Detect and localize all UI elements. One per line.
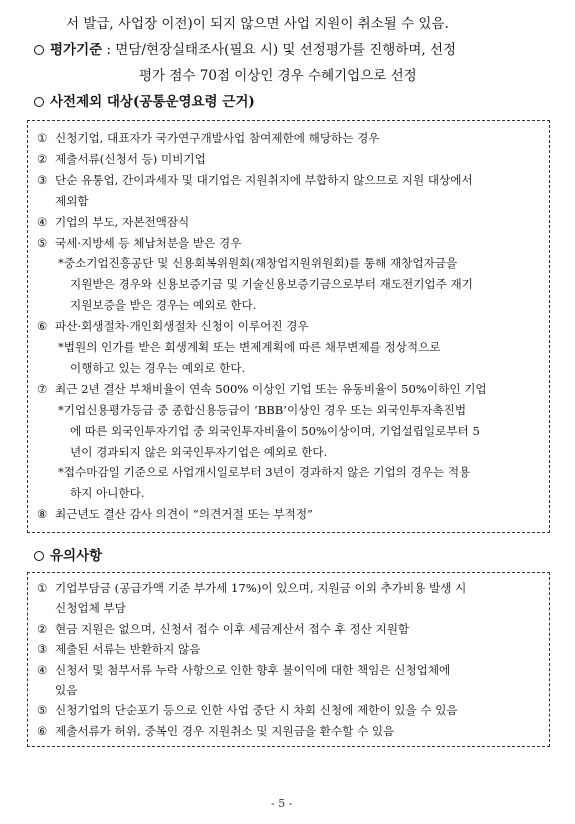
notes-item-text: 신청서 및 첨부서류 누락 사항으로 인한 향후 불이익에 대한 책임은 신청업체에 (55, 662, 451, 677)
exclusion-item-text: 최근년도 결산 감사 의견이 “의견거절 또는 부적정” (55, 507, 313, 522)
exclusion-item-text: 파산·회생절차·개인회생절차 신청이 이루어진 경우 (55, 319, 309, 334)
notes-item-line (37, 619, 409, 639)
exclusion-item-text: 지원받은 경우와 신용보증기금 및 기술신용보증기금으로부터 재도전기업주 재기 (70, 277, 473, 292)
notes-item-line (37, 700, 458, 720)
exclusion-item-line (70, 442, 327, 462)
continuation-line: 서 발급, 사업장 이전)이 되지 않으면 사업 지원이 취소될 수 있음. (66, 16, 449, 32)
notes-item-text: 있음 (55, 683, 78, 697)
exclusion-item-line (70, 274, 473, 294)
exclusion-item-marker: ② (37, 151, 48, 166)
exclusion-item-text: 제외함 (55, 193, 89, 208)
exclusion-item-text: 제출서류(신청서 등) 미비기업 (55, 151, 206, 166)
exclusion-item-marker: ④ (37, 214, 48, 229)
exclusion-item-line (37, 233, 241, 253)
exclusion-item-line (55, 191, 89, 211)
notes-item-line (37, 660, 450, 680)
exclusion-item-line (37, 149, 206, 169)
exclusion-item-text: 년이 경과되지 않은 외국인투자기업은 예외로 한다. (70, 444, 328, 459)
notes-item-line (55, 598, 126, 618)
exclusion-item-line (70, 421, 480, 441)
exclusion-item-text: 하지 아니한다. (70, 486, 145, 501)
notes-item-marker: ⑤ (37, 703, 48, 718)
exclusion-item-line (37, 504, 313, 524)
notes-item-line (37, 721, 394, 741)
notes-item-text: 신청기업의 단순포기 등으로 인한 사업 중단 시 차회 신청에 제한이 있을 수 있음 (55, 703, 458, 718)
exclusion-item-text: 지원보증을 받은 경우는 예외로 한다. (70, 298, 257, 313)
notes-item-text: 기업부담금 (공급가액 기준 부가세 17%)이 있으며, 지원금 이외 추가비용 발생 시 (55, 581, 467, 595)
exclusion-item-marker: ③ (37, 172, 48, 187)
exclusion-item-line (37, 212, 189, 232)
exclusion-item-line (70, 483, 145, 503)
exclusion-item-marker: ⑤ (37, 235, 48, 250)
notes-item-marker: ④ (37, 662, 48, 677)
notes-item-text: 현금 지원은 없으며, 신청서 접수 이후 세금계산서 접수 후 정산 지원함 (55, 621, 410, 636)
exclusion-item-text: 국세·지방세 등 체납처분을 받은 경우 (55, 235, 242, 250)
exclusion-item-text: 접수마감일 기준으로 사업개시일로부터 3년이 경과하지 않은 기업의 경우는 적용 (63, 465, 471, 480)
exclusion-item-text: 최근 2년 결산 부채비율이 연속 500% 이상인 기업 또는 유동비율이 50%이하인 기업 (55, 381, 487, 396)
exclusion-heading (34, 92, 255, 112)
exclusion-item-marker: * (58, 340, 64, 354)
exclusion-item-line (37, 316, 309, 336)
notes-item-marker: ⑥ (37, 723, 48, 738)
notes-item-marker: ③ (37, 642, 48, 657)
exclusion-item-line (37, 379, 487, 399)
notes-heading-text: 유의사항 (50, 548, 103, 564)
exclusion-item-text: 법원의 인가를 받은 회생계획 또는 변제계획에 따른 채무변제를 정상적으로 (63, 340, 441, 354)
exclusion-item-text: 기업의 부도, 자본전액잠식 (55, 214, 190, 229)
exclusion-item-text: 중소기업진흥공단 및 신용회복위원회(재창업지원위원회)를 통해 재창업자금을 (63, 256, 458, 271)
exclusion-item-marker: * (58, 256, 64, 271)
exclusion-item-text: 에 따른 외국인투자기업 중 외국인투자비율이 50%이상이며, 기업설립일로부터 5 (70, 423, 480, 438)
criteria-text: : 면담/현장실태조사(필요 시) 및 선정평가를 진행하며, 선정 (102, 42, 457, 58)
exclusion-item-text: 단순 유통업, 간이과세자 및 대기업은 지원취지에 부합하지 않으므로 지원 대상에서 (55, 172, 473, 187)
criteria-label: 평가기준 (50, 42, 103, 58)
notes-heading (34, 546, 102, 566)
exclusion-item-marker: ⑧ (37, 507, 48, 522)
exclusion-item-line (58, 400, 466, 420)
exclusion-item-line (70, 358, 245, 378)
exclusion-item-marker: ⑥ (37, 319, 48, 334)
exclusion-item-line (58, 253, 457, 273)
criteria-line (34, 40, 456, 60)
exclusion-item-line (58, 462, 470, 482)
exclusion-item-line (70, 295, 256, 315)
exclusion-item-line (37, 128, 380, 148)
circle-bullet-icon (34, 45, 44, 55)
exclusion-item-text: 기업신용평가등급 중 종합신용등급이 ‘BBB’이상인 경우 또는 외국인투자촉진법 (63, 402, 467, 417)
notes-item-marker: ① (37, 581, 48, 595)
exclusion-item-line (37, 170, 473, 190)
circle-bullet-icon (34, 97, 44, 107)
exclusion-item-marker: ⑦ (37, 381, 48, 396)
circle-bullet-icon (34, 551, 44, 561)
exclusion-item-text: 신청기업, 대표자가 국가연구개발사업 참여제한에 해당하는 경우 (55, 131, 380, 145)
notes-item-text: 신청업체 부담 (55, 601, 126, 616)
notes-item-line (55, 680, 77, 700)
exclusion-item-line (58, 337, 440, 357)
exclusion-heading-text: 사전제외 대상(공통운영요령 근거) (50, 94, 255, 110)
notes-item-line (37, 639, 200, 659)
notes-item-line (37, 578, 466, 598)
notes-item-text: 제출서류가 허위, 중복인 경우 지원취소 및 지원금을 환수할 수 있음 (55, 723, 395, 738)
exclusion-item-marker: ① (37, 131, 48, 145)
criteria-line-2: 평가 점수 70점 이상인 경우 수혜기업으로 선정 (139, 68, 417, 84)
exclusion-item-text: 이행하고 있는 경우는 예외로 한다. (70, 360, 246, 375)
notes-item-marker: ② (37, 621, 48, 636)
page-number: - 5 - (271, 797, 293, 810)
exclusion-item-marker: * (58, 465, 64, 480)
exclusion-item-marker: * (58, 402, 64, 417)
notes-item-text: 제출된 서류는 반환하지 않음 (55, 642, 201, 657)
